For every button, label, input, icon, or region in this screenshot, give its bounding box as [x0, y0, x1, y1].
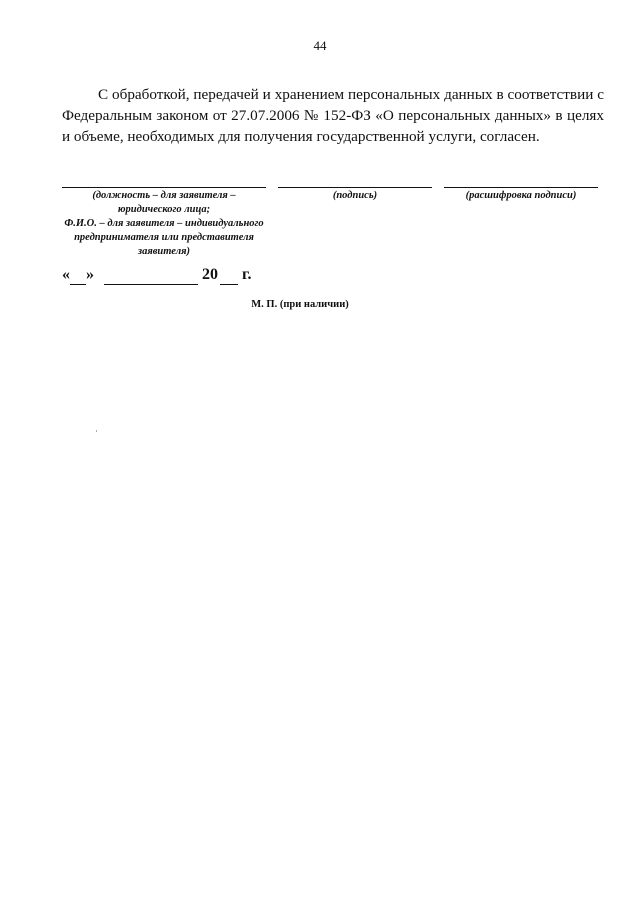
position-caption-line: предпринимателя или представителя [74, 232, 254, 243]
signature-line [278, 187, 432, 203]
year-blank [220, 284, 238, 285]
day-blank [70, 284, 86, 285]
decipher-caption: (расшифровка подписи) [465, 190, 577, 201]
position-signature-line [62, 187, 266, 259]
stamp-note: М. П. (при наличии) [251, 299, 349, 310]
position-caption [62, 188, 266, 259]
year-suffix: г. [242, 266, 252, 283]
position-caption-line: (должность – для заявителя – [92, 190, 236, 201]
scan-speck [96, 430, 97, 432]
date-quote-open: « [62, 266, 70, 283]
position-caption-line: юридического лица; [117, 204, 211, 215]
position-caption-line: Ф.И.О. – для заявителя – индивидуального [64, 218, 264, 229]
consent-statement: С обработкой, передачей и хранением персональных данных в соответствии с Федеральным законом от 27.07.2006 № 152-ФЗ «О персональных данных» в целях и объеме, необходимых для получения государственной услуги, согласен. [62, 86, 604, 145]
month-blank [104, 284, 198, 285]
page-number: 44 [313, 38, 327, 53]
date-quote-close: » [86, 266, 94, 283]
decipher-signature-line [444, 187, 598, 203]
signature-caption: (подпись) [332, 190, 378, 201]
date-line [62, 262, 462, 288]
position-caption-line: заявителя) [137, 246, 190, 257]
year-prefix: 20 [202, 266, 218, 283]
